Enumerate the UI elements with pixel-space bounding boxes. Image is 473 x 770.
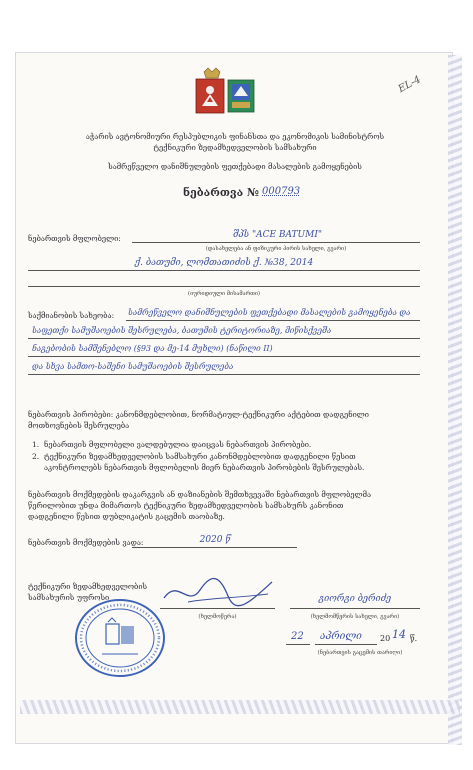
activity-line-3: ნაგებობის სამშენებლო (§93 და მე-14 მუხლი) (ნაწილი II)	[32, 344, 273, 353]
notice-line-1: ნებართვის მოქმედების დაკარგვის ან დაზიანების შემთხვევაში ნებართვის მფლობელმა	[28, 490, 372, 499]
corner-annotation: EL-4	[396, 74, 423, 95]
date-year-suffix: 14	[392, 628, 406, 641]
date-month-line	[315, 644, 377, 645]
date-day: 22	[291, 631, 304, 642]
georgia-emblem	[196, 68, 224, 113]
notice-line-3: დადგენილი წესით დუბლიკატის გაცემის თაობაზე.	[28, 512, 225, 521]
signatory-name-caption: (ხელმომწერის სახელი, გვარი)	[310, 614, 400, 620]
official-stamp	[72, 596, 168, 680]
holder-name-caption: (დასახელება ან ფიზიკური პირის სახელი, გვარი)	[205, 246, 347, 252]
activity-rule-2	[28, 338, 420, 339]
paper-edge-right	[448, 55, 462, 745]
holder-address-line	[28, 270, 420, 271]
activity-rule-1	[126, 320, 420, 321]
holder-name-value: შპს "ACE BATUMI"	[232, 230, 323, 240]
date-year-prefix: 20	[380, 634, 391, 643]
paper-edge-bottom	[20, 700, 460, 714]
activity-rule-3	[28, 356, 420, 357]
holder-address-value: ქ. ბათუმი, ლომთათიძის ქ. №38, 2014	[134, 258, 314, 268]
conditions-intro-1: ნებართვის პირობები: კანონმდებლობით, ნორმატიულ-ტექნიკური აქტებით დადგენილი	[28, 410, 369, 419]
signatory-name-line	[290, 608, 420, 609]
condition-2-text-2: აკონტროლებს ნებართვის მფლობელის მიერ ნებართვის პირობების შესრულებას.	[44, 463, 365, 472]
date-caption: (ნებართვის გაცემის თარიღი)	[317, 650, 403, 656]
signature-line	[160, 608, 275, 609]
activity-label: საქმიანობის სახეობა:	[28, 311, 115, 320]
signature-caption: (ხელმოწერა)	[198, 614, 237, 620]
header-line-1: აჭარის ავტონომიური რესპუბლიკის ფინანსთა და ეკონომიკის სამინისტროს	[85, 132, 385, 141]
adjara-emblem	[228, 80, 254, 112]
header-line-2: ტექნიკური ზედამხედველობის სამსახური	[153, 143, 317, 152]
condition-2-number: 2.	[32, 452, 40, 461]
holder-address-line-2	[28, 286, 420, 287]
holder-label: ნებართვის მფლობელი:	[28, 234, 121, 243]
activity-line-4: და სხვა სამთო-საშენი სამუშაოების შესრულება	[32, 362, 234, 371]
date-month: აპრილი	[320, 631, 362, 642]
coat-of-arms-emblem	[190, 66, 260, 122]
permit-title: ნებართვა №	[183, 186, 259, 199]
date-year-unit: წ.	[410, 634, 418, 643]
header-line-3: სამრეწველო დანიშნულების ფეთქებადი მასალების გამოყენების	[108, 162, 362, 171]
condition-1-number: 1.	[32, 440, 40, 449]
condition-1-text: ნებართვის მფლობელი ვალდებულია დაიცვას ნებართვის პირობები.	[44, 440, 312, 449]
notice-line-2: წერილობით უნდა მიმართოს ტექნიკური ზედამხედველობის სამსახურს კანონით	[28, 501, 344, 510]
activity-line-2: საფეთქი სამუშაოების შესრულება, ბათუმის ტერიტორიაზე, მიწისქვეშა	[32, 326, 332, 335]
holder-address-caption: (იურიდიული მისამართი)	[187, 291, 261, 297]
validity-label: ნებართვის მოქმედების ვადა:	[28, 538, 144, 547]
condition-2-text-1: ტექნიკური ზედამხედველობის სამსახური კანონმდებლობით დადგენილი წესით	[44, 452, 356, 461]
activity-rule-4	[28, 374, 420, 375]
date-day-line	[286, 644, 310, 645]
signatory-name-value: გიორგი ბერიძე	[318, 594, 392, 604]
permit-number: 000793	[262, 186, 301, 197]
signatory-title-2: სამსახურის უფროსი	[28, 593, 110, 602]
signature-scribble	[158, 568, 278, 610]
holder-name-line	[132, 242, 420, 243]
conditions-intro-2: მოთხოვნების შესრულება	[28, 421, 130, 430]
signatory-title-1: ტექნიკური ზედამხედველობის	[28, 582, 148, 591]
validity-line	[132, 547, 297, 548]
activity-line-1: სამრეწველო დანიშნულების ფეთქებადი მასალების გამოყენება და	[128, 308, 411, 317]
validity-value: 2020 წ	[199, 535, 231, 545]
